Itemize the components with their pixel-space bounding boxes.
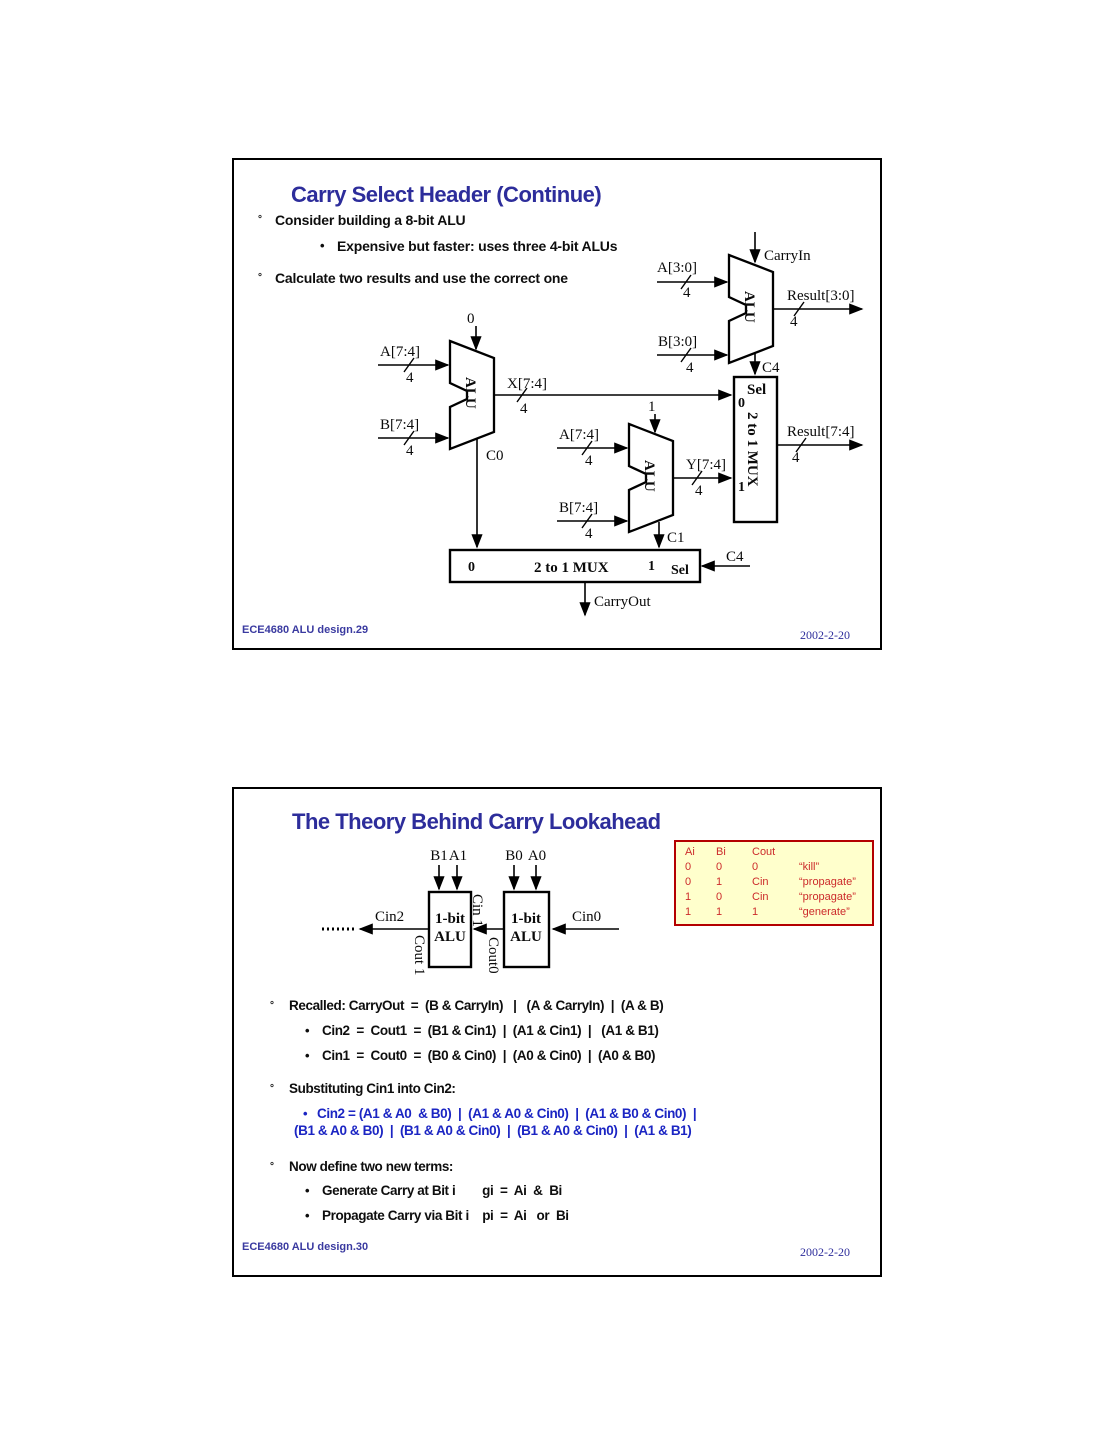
- propagate-line: Propagate Carry via Bit i pi = Ai or Bi: [322, 1208, 569, 1223]
- alu1-line1: 1-bit: [435, 911, 465, 927]
- cout0-label: Cout0: [485, 937, 501, 974]
- mux-sel-label: Sel: [671, 563, 689, 578]
- cin2-expanded-line2: (B1 & A0 & B0) | (B1 & A0 & Cin0) | (B1 & A0 & Cin0) | (A1 & B1): [294, 1123, 692, 1138]
- bullet-marker: •: [305, 1208, 310, 1223]
- b74-label: B[7:4]: [559, 500, 599, 516]
- mux-in1-label: 1: [738, 480, 745, 495]
- c0-label: C0: [486, 448, 504, 464]
- table-row: 1 1 1 “generate”: [685, 906, 850, 918]
- c1-label: C1: [667, 530, 685, 546]
- carry-select-diagram: [234, 160, 880, 648]
- table-header-row: [676, 845, 872, 860]
- cin2-label: Cin2: [375, 909, 405, 925]
- table-row: 0 0 0 “kill”: [685, 861, 820, 873]
- cout1-label: Cout 1: [411, 935, 427, 976]
- gp-truth-table: [674, 840, 874, 926]
- bus-width: 4: [585, 453, 593, 469]
- bus-width: 4: [695, 483, 703, 499]
- carryout-label: CarryOut: [594, 594, 651, 610]
- cin0-label: Cin0: [572, 909, 602, 925]
- alu-3-0: [729, 255, 773, 363]
- y74-label: Y[7:4]: [686, 457, 726, 473]
- generate-line: Generate Carry at Bit i gi = Ai & Bi: [322, 1183, 562, 1198]
- mux-label: 2 to 1 MUX: [534, 560, 609, 576]
- slide2-date: 2002-2-20: [800, 1245, 850, 1259]
- cin2-expanded-line1: Cin2 = (A1 & A0 & B0) | (A1 & A0 & Cin0) | (A1 & B0 & Cin0) |: [317, 1106, 697, 1121]
- carryin-label: CarryIn: [764, 248, 811, 264]
- bus-width: 4: [686, 360, 694, 376]
- alu0-line1: 1-bit: [511, 911, 541, 927]
- slide2-footer: ECE4680 ALU design.30: [242, 1241, 369, 1253]
- bus-width: 4: [406, 370, 414, 386]
- bullet-marker: °: [270, 1000, 274, 1011]
- col-ai: Ai: [685, 846, 695, 858]
- bullet-marker: °: [258, 272, 262, 283]
- col-bi: Bi: [716, 846, 726, 858]
- slide-29-carry-select: [232, 158, 882, 650]
- slide1-bullet1: Consider building a 8-bit ALU: [275, 212, 466, 228]
- table-row: 1 0 Cin “propagate”: [685, 891, 856, 903]
- carry1-const: 1: [648, 399, 656, 415]
- slide1-title: Carry Select Header (Continue): [291, 182, 602, 207]
- bus-width: 4: [520, 401, 528, 417]
- table-row: 0 1 Cin “propagate”: [685, 876, 856, 888]
- mux-in0-label: 0: [738, 396, 745, 411]
- bus-width: 4: [792, 450, 800, 466]
- col-cout: Cout: [752, 846, 776, 858]
- alu1-line2: ALU: [434, 929, 466, 945]
- cin1-eq-line: Cin1 = Cout0 = (B0 & Cin0) | (A0 & Cin0) | (A0 & B0): [322, 1048, 656, 1063]
- slide1-date: 2002-2-20: [800, 628, 850, 642]
- c4-label: C4: [762, 360, 780, 376]
- alu-label: ALU: [641, 460, 657, 492]
- bullet-marker: •: [305, 1183, 310, 1198]
- x74-label: X[7:4]: [507, 376, 547, 392]
- mux-label: 2 to 1 MUX: [744, 412, 760, 487]
- a74-label: A[7:4]: [559, 427, 599, 443]
- c4-label: C4: [726, 549, 744, 565]
- alu0-line2: ALU: [510, 929, 542, 945]
- result30-label: Result[3:0]: [787, 288, 855, 304]
- alu-x-7-4: [450, 341, 494, 449]
- alu-label: ALU: [462, 377, 478, 409]
- result74-label: Result[7:4]: [787, 424, 855, 440]
- recalled-line: Recalled: CarryOut = (B & CarryIn) | (A & CarryIn) | (A & B): [289, 998, 664, 1013]
- carry0-const: 0: [467, 311, 475, 327]
- b0-label: B0: [505, 848, 523, 864]
- slide1-sub-bullet1: Expensive but faster: uses three 4-bit ALUs: [337, 238, 618, 254]
- slide-30-carry-lookahead: [232, 787, 882, 1277]
- alu-label: ALU: [741, 291, 757, 323]
- bullet-marker: •: [320, 238, 325, 253]
- now-define-line: Now define two new terms:: [289, 1159, 454, 1174]
- b1-label: B1: [430, 848, 448, 864]
- b30-label: B[3:0]: [658, 334, 698, 350]
- bullet-marker: °: [270, 1083, 274, 1094]
- bus-width: 4: [683, 285, 691, 301]
- mux-in0-label: 0: [468, 560, 475, 575]
- bullet-marker: °: [258, 214, 262, 225]
- mux-in1-label: 1: [648, 559, 655, 574]
- bullet-marker: •: [305, 1048, 310, 1063]
- a1-label: A1: [448, 848, 468, 864]
- substituting-line: Substituting Cin1 into Cin2:: [289, 1081, 456, 1096]
- alu-y-7-4: [629, 424, 673, 532]
- bus-width: 4: [585, 526, 593, 542]
- cin2-eq-line: Cin2 = Cout1 = (B1 & Cin1) | (A1 & Cin1) | (A1 & B1): [322, 1023, 659, 1038]
- b74-label: B[7:4]: [380, 417, 420, 433]
- slide1-footer: ECE4680 ALU design.29: [242, 624, 369, 636]
- a0-label: A0: [527, 848, 547, 864]
- mux-sel-label: Sel: [747, 382, 767, 398]
- cin1-label: Cin 1: [469, 894, 485, 927]
- slide2-title: The Theory Behind Carry Lookahead: [292, 809, 661, 834]
- bus-width: 4: [406, 443, 414, 459]
- bullet-marker: •: [305, 1023, 310, 1038]
- slide1-bullet2: Calculate two results and use the correct one: [275, 270, 568, 286]
- bullet-marker: °: [270, 1161, 274, 1172]
- bus-width: 4: [790, 314, 798, 330]
- a74-label: A[7:4]: [380, 344, 420, 360]
- a30-label: A[3:0]: [657, 260, 697, 276]
- bullet-marker: •: [303, 1106, 308, 1121]
